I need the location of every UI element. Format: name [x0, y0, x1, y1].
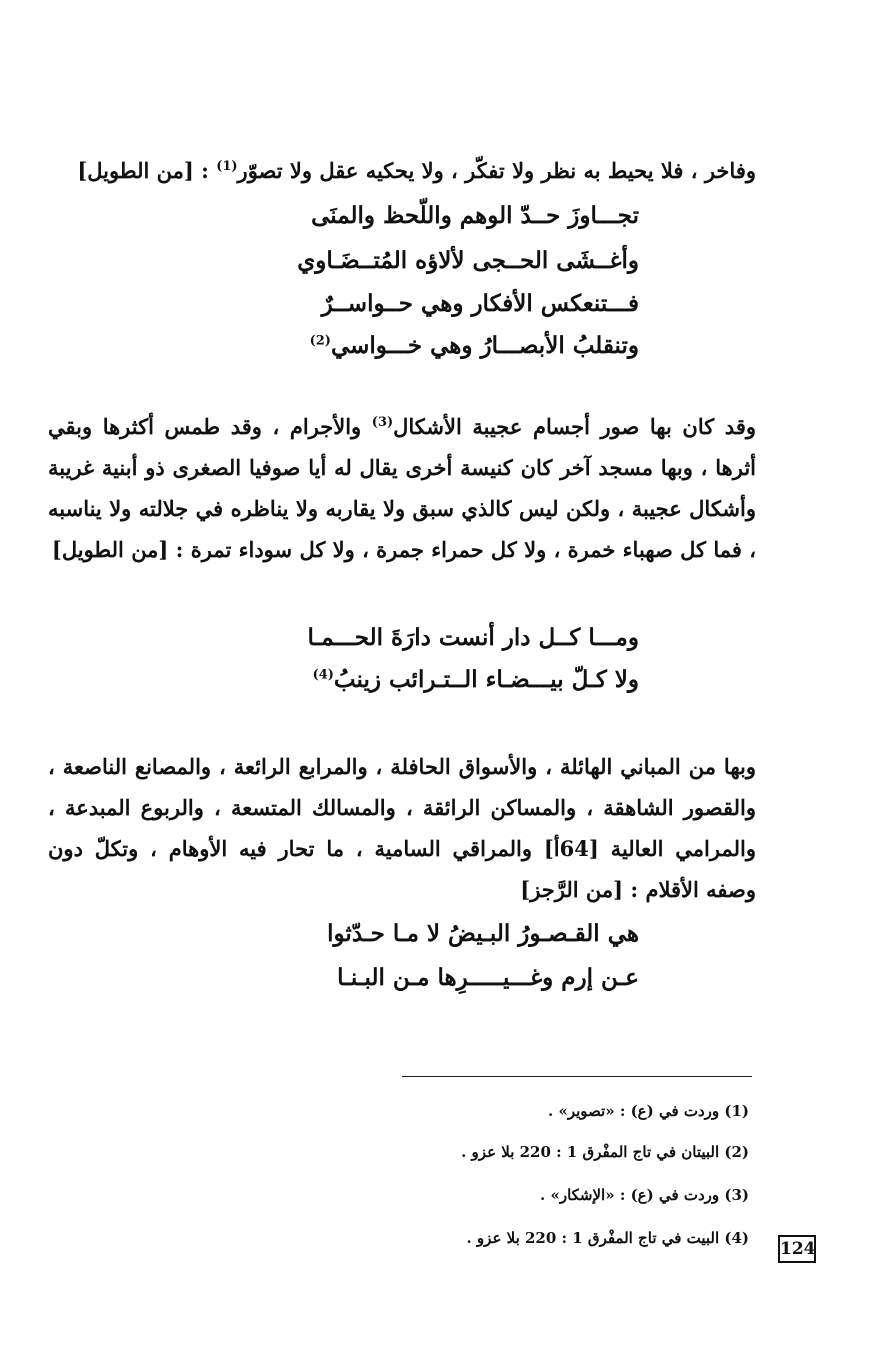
footnote-2: (2) البيتان في تاج المفْرق 1 : 220 بلا عزو .	[461, 1143, 749, 1161]
verse-line-5: ومـــا كــل دار أنست دارَةَ الحـــمـا	[307, 624, 639, 651]
verse-line-8: عـن إرم وغـــيـــــرِها مـن البـنـا	[337, 964, 639, 991]
footnote-3: (3) وردت في (ع) : «الإشكار» .	[540, 1186, 749, 1204]
verse-line-1: تجـــاوزَ حــدّ الوهم واللّحظ والمنَى	[311, 202, 639, 229]
paragraph-text: : [من الطويل]	[77, 158, 217, 183]
verse-text: وتنقلبُ الأبصـــارُ وهي خـــواسي	[330, 332, 639, 359]
paragraph-text: والأجرام ، وقد طمس أكثرها وبقي أثرها ، وبها مسجد آخر كان كنيسة أخرى يقال له أيا صوفيا الصغرى ذو أبنية غريبة وأشكال عجيبة ، ولكن ليس كالذي سبق ولا يقاربه ولا يناظره في جلالته ولا يناسبه ، فما كل صهباء خمرة ، ولا كل حمراء جمرة ، ولا كل سوداء تمرة : [من الطويل]	[48, 414, 756, 562]
paragraph-text: وبها من المباني الهائلة ، والأسواق الحافلة ، والمرابع الرائعة ، والمصانع الناصعة ، والقصور الشاهقة ، والمساكن الرائقة ، والمسالك المتسعة ، والربوع المبدعة ، والمرامي العالية [64أ] والمراقي السامية ، ما تحار فيه الأوهام ، وتكلّ دون وصفه الأقلام : [من الرَّجز]	[48, 754, 756, 902]
footnote-ref: (2)	[309, 333, 331, 349]
verse-line-7: هي القـصـورُ البـيضُ لا مـا حـدّثوا	[327, 920, 639, 947]
paragraph-2	[48, 406, 756, 570]
paragraph-3	[48, 746, 756, 910]
paragraph-text: وفاخر ، فلا يحيط به نظر ولا تفكّر ، ولا يحكيه عقل ولا تصوّر	[237, 158, 756, 183]
footnote-ref: (1)	[216, 159, 238, 174]
page-number: 124	[778, 1235, 816, 1263]
verse-line-3: فـــتنعكس الأفكار وهي حــواســرٌ	[321, 290, 639, 317]
verse-line-4	[310, 326, 639, 366]
footnote-ref: (4)	[312, 667, 334, 683]
footnote-divider	[402, 1076, 752, 1077]
footnote-ref: (3)	[371, 415, 394, 430]
footnote-4: (4) البيت في تاج المفْرق 1 : 220 بلا عزو .	[466, 1229, 749, 1247]
verse-line-2: وأغــشَى الحــجى لألاؤه المُتــضَـاوي	[297, 247, 639, 274]
paragraph-1	[48, 150, 756, 191]
verse-line-6	[313, 660, 639, 700]
paragraph-text: وقد كان بها صور أجسام عجيبة الأشكال	[393, 414, 757, 439]
footnote-1: (1) وردت في (ع) : «تصوير» .	[548, 1102, 749, 1120]
verse-text: ولا كـلّ بيـــضـاء الــتـرائب زينبُ	[333, 666, 639, 693]
